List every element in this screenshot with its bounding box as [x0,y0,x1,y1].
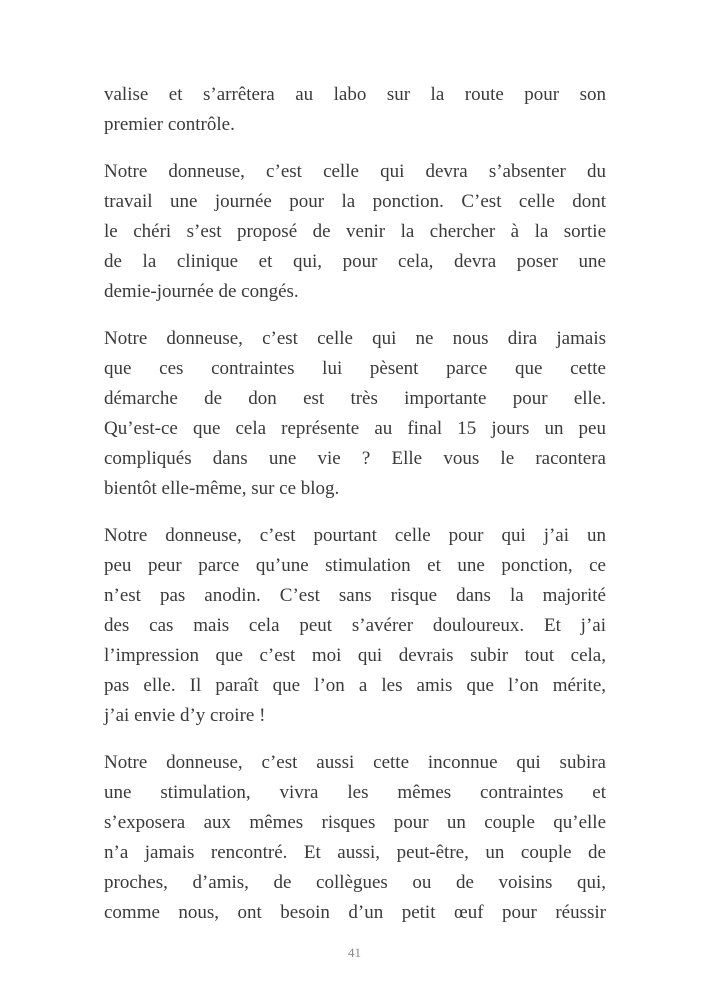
text-line: n’est pas anodin. C’est sans risque dans la majorité [104,585,606,606]
text-line: Notre donneuse, c’est celle qui devra s’absenter du [104,161,606,182]
text-line: bientôt elle-même, sur ce blog. [104,478,340,499]
text-line: demie-journée de congés. [104,281,299,302]
text-line: des cas mais cela peut s’avérer douloureux. Et j’ai [104,615,606,636]
text-line: Qu’est-ce que cela représente au final 15 jours un peu [104,418,606,439]
text-line: s’exposera aux mêmes risques pour un couple qu’elle [104,812,606,833]
text-line: Notre donneuse, c’est aussi cette inconnue qui subira [104,752,606,773]
text-line: peu peur parce qu’une stimulation et une ponction, ce [104,555,606,576]
paragraph [104,80,606,140]
text-line: j’ai envie d’y croire ! [104,705,266,726]
paragraph [104,521,606,731]
text-line: Notre donneuse, c’est pourtant celle pour qui j’ai un [104,525,606,546]
paragraph [104,324,606,504]
text-line: le chéri s’est proposé de venir la chercher à la sortie [104,221,606,242]
text-line: que ces contraintes lui pèsent parce que cette [104,358,606,379]
text-line: compliqués dans une vie ? Elle vous le racontera [104,448,606,469]
paragraph [104,157,606,307]
text-line: valise et s’arrêtera au labo sur la route pour son [104,84,606,105]
page-number: 41 [348,945,361,960]
paragraph [104,748,606,928]
text-line: de la clinique et qui, pour cela, devra poser une [104,251,606,272]
text-line: travail une journée pour la ponction. C’est celle dont [104,191,606,212]
text-line: Notre donneuse, c’est celle qui ne nous dira jamais [104,328,606,349]
text-line: une stimulation, vivra les mêmes contraintes et [104,782,606,803]
text-line: proches, d’amis, de collègues ou de voisins qui, [104,872,606,893]
text-line: premier contrôle. [104,114,235,135]
text-line: démarche de don est très importante pour elle. [104,388,606,409]
text-line: n’a jamais rencontré. Et aussi, peut-être, un couple de [104,842,606,863]
text-block [104,80,606,945]
text-line: l’impression que c’est moi qui devrais subir tout cela, [104,645,606,666]
text-line: pas elle. Il paraît que l’on a les amis que l’on mérite, [104,675,606,696]
text-line: comme nous, ont besoin d’un petit œuf pour réussir [104,902,606,923]
